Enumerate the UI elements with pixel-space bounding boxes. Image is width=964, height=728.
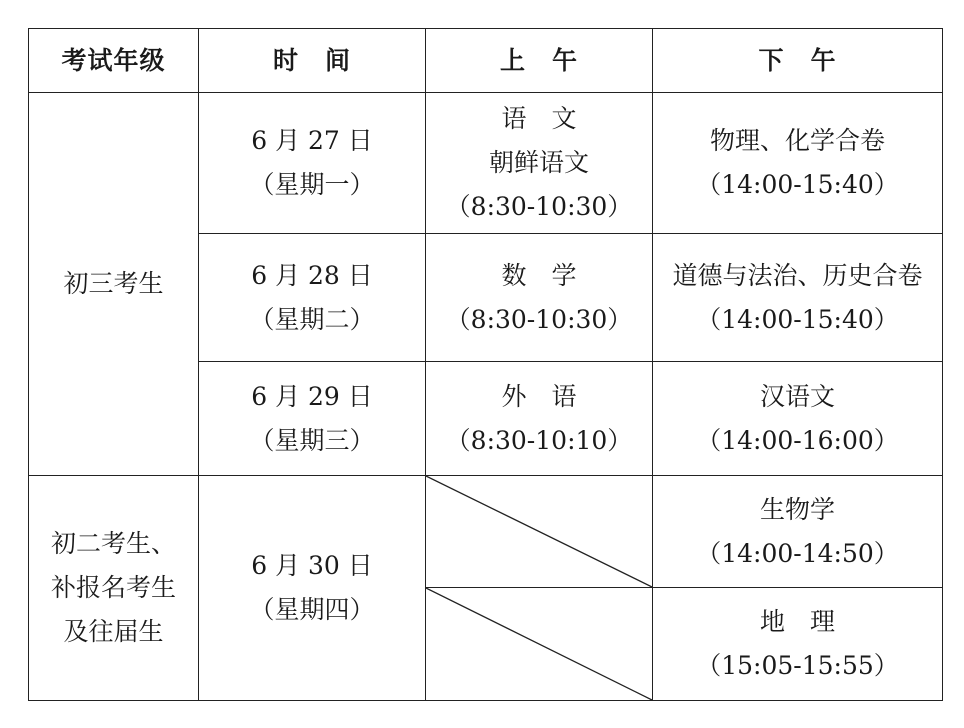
time-range: （14:00-15:40） [696, 304, 899, 334]
date-cell [199, 93, 426, 234]
header-grade: 考试年级 [29, 29, 199, 93]
afternoon-cell [653, 234, 943, 362]
date-text: 6 月 28 日 [251, 260, 373, 290]
afternoon-cell [653, 93, 943, 234]
time-range: （8:30-10:30） [445, 304, 633, 334]
grade-label: 初三考生 [63, 269, 164, 298]
weekday-text: （星期二） [249, 304, 375, 334]
subject-text: 语 文 [501, 104, 577, 133]
table-row [29, 476, 943, 588]
morning-cell [426, 362, 653, 476]
grade-cell-g3 [29, 93, 199, 476]
subject-text: 生物学 [759, 494, 835, 524]
weekday-text: （星期三） [249, 425, 375, 455]
afternoon-cell [653, 476, 943, 588]
subject-text: 朝鲜语文 [488, 148, 589, 177]
date-cell [199, 362, 426, 476]
subject-text: 地 理 [759, 607, 835, 636]
date-text: 6 月 29 日 [251, 381, 373, 411]
grade-label: 补报名考生 [50, 573, 176, 602]
afternoon-cell [653, 362, 943, 476]
grade-label: 初二考生、 [50, 529, 176, 558]
weekday-text: （星期四） [249, 595, 375, 624]
table-row [29, 93, 943, 234]
subject-text: 汉语文 [759, 381, 835, 411]
header-row [29, 29, 943, 93]
empty-diagonal-cell [426, 476, 653, 588]
date-text: 6 月 30 日 [251, 551, 373, 580]
time-range: （14:00-16:00） [696, 425, 899, 455]
header-morning: 上 午 [426, 29, 653, 93]
grade-label: 及往届生 [63, 617, 164, 646]
exam-schedule-table [28, 28, 943, 701]
date-text: 6 月 27 日 [251, 126, 373, 155]
subject-text: 道德与法治、历史合卷 [672, 260, 923, 290]
time-range: （8:30-10:30） [445, 192, 633, 221]
morning-cell [426, 234, 653, 362]
morning-cell [426, 93, 653, 234]
afternoon-cell [653, 588, 943, 701]
diagonal-line [426, 476, 652, 587]
header-afternoon: 下 午 [653, 29, 943, 93]
subject-text: 物理、化学合卷 [709, 126, 885, 155]
subject-text: 数 学 [501, 260, 577, 290]
header-time: 时 间 [199, 29, 426, 93]
date-cell [199, 476, 426, 701]
weekday-text: （星期一） [249, 170, 375, 199]
time-range: （14:00-15:40） [696, 170, 899, 199]
date-cell [199, 234, 426, 362]
diagonal-line [426, 588, 652, 700]
time-range: （8:30-10:10） [445, 425, 633, 455]
empty-diagonal-cell [426, 588, 653, 701]
time-range: （14:00-14:50） [696, 538, 899, 568]
grade-cell-other [29, 476, 199, 701]
subject-text: 外 语 [501, 381, 577, 411]
time-range: （15:05-15:55） [696, 651, 899, 680]
